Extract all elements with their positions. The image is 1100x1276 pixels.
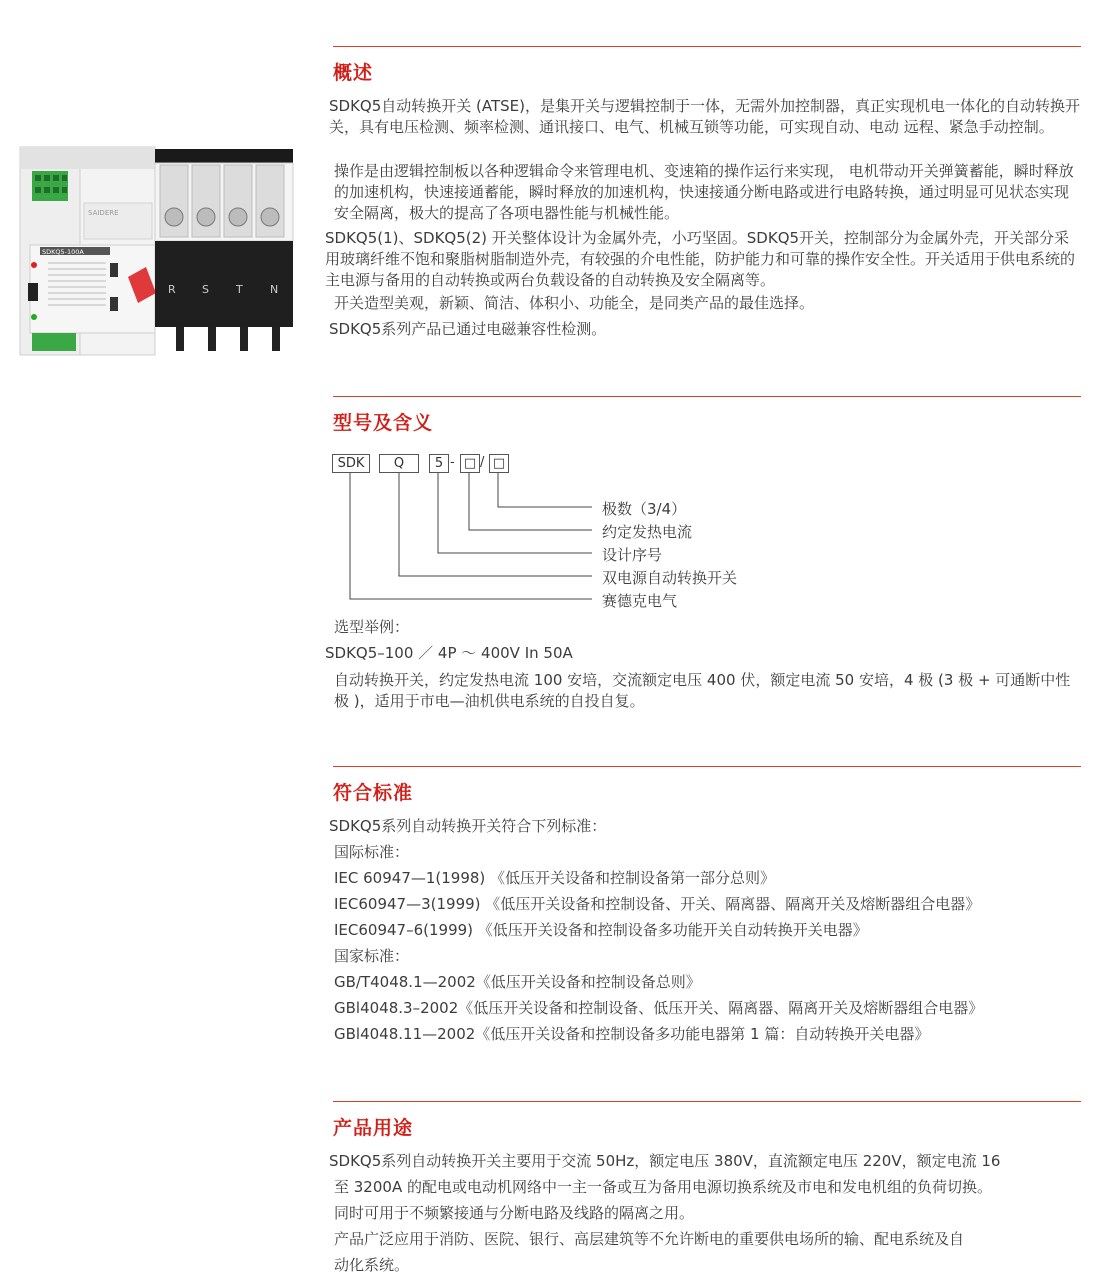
overview-paragraph: SDKQ5系列产品已通过电磁兼容性检测。 <box>329 320 607 338</box>
overview-paragraph: SDKQ5自动转换开关 (ATSE)，是集开关与逻辑控制于一体，无需外加控制器，真正实现机电一体化的自动转换开关，具有电压检测、频率检测、通讯接口、电气、机械互锁等功能，可实现自动、电动 远程、紧急手动控制。 <box>329 97 1080 136</box>
model-label-design: 设计序号 <box>602 546 663 564</box>
usage-line: 同时可用于不频繁接通与分断电路及线路的隔离之用。 <box>334 1204 695 1222</box>
model-box-current: □ <box>460 454 480 473</box>
usage-line: 产品广泛应用于消防、医院、银行、高层建筑等不允许断电的重要供电场所的输、配电系统及自 <box>334 1230 965 1248</box>
overview-paragraph: 操作是由逻辑控制板以各种逻辑命令来管理电机、变速箱的操作运行来实现， 电机带动开关弹簧蓄能，瞬时释放的加速机构，快速接通蓄能，瞬时释放的加速机构，快速接通分断电路或进行电路转换，通过明显可见状态实现安全隔离，极大的提高了各项电器性能与机械性能。 <box>334 162 1074 222</box>
overview-paragraph: 开关造型美观，新颖、简洁、体积小、功能全，是同类产品的最佳选择。 <box>334 294 815 312</box>
example-description: 自动转换开关，约定发热电流 100 安培，交流额定电压 400 伏，额定电流 50 安培，4 极 (3 极 + 可通断中性极 )，适用于市电—油机供电系统的自投自复。 <box>334 671 1071 710</box>
model-label-poles: 极数（3/4） <box>602 500 687 518</box>
model-slash: / <box>480 455 485 470</box>
model-label-current: 约定发热电流 <box>602 523 693 541</box>
model-box-sdk: SDK <box>332 454 370 473</box>
standards-title: 符合标准 <box>333 782 414 804</box>
standards-line: 国家标准： <box>334 947 410 965</box>
usage-line: SDKQ5系列自动转换开关主要用于交流 50Hz，额定电压 380V，直流额定电压 220V，额定电流 16 <box>329 1152 1001 1170</box>
model-connector-lines <box>0 0 1100 620</box>
standards-line: GBl4048.3–2002《低压开关设备和控制设备、低压开关、隔离器、隔离开关及熔断器组合电器》 <box>334 999 984 1017</box>
example-label: 选型举例： <box>334 618 410 636</box>
usage-title: 产品用途 <box>333 1117 414 1139</box>
terminal-s: S <box>202 283 209 296</box>
model-title: 型号及含义 <box>333 412 434 434</box>
overview-paragraph: SDKQ5(1)、SDKQ5(2) 开关整体设计为金属外壳，小巧坚固。SDKQ5开关，控制部分为金属外壳，开关部分采用玻璃纤维不饱和聚脂树脂制造外壳，有较强的介电性能，防护能力和可靠的操作安全性。开关适用于供电系统的主电源与备用的自动转换或两台负载设备的自动转换及安全隔离等。 <box>325 229 1076 289</box>
example-code: SDKQ5–100 ／ 4P ～ 400V In 50A <box>325 644 573 662</box>
model-label-type: 双电源自动转换开关 <box>602 569 738 587</box>
terminal-r: R <box>168 283 176 296</box>
standards-line: 国际标准： <box>334 843 410 861</box>
standards-line: GBl4048.11—2002《低压开关设备和控制设备多功能电器第 1 篇：自动转换开关电器》 <box>334 1025 930 1043</box>
terminal-n: N <box>270 283 279 296</box>
section-divider <box>333 766 1081 767</box>
usage-line: 动化系统。 <box>334 1256 410 1274</box>
model-box-series: 5 <box>429 454 449 473</box>
standards-line: IEC60947—3(1999) 《低压开关设备和控制设备、开关、隔离器、隔离开关及熔断器组合电器》 <box>334 895 981 913</box>
standards-line: GB/T4048.1—2002《低压开关设备和控制设备总则》 <box>334 973 701 991</box>
section-divider <box>333 1101 1081 1102</box>
terminal-t: T <box>236 283 243 296</box>
standards-line: IEC60947–6(1999) 《低压开关设备和控制设备多功能开关自动转换开关电器》 <box>334 921 868 939</box>
model-box-q: Q <box>379 454 419 473</box>
model-box-poles: □ <box>489 454 509 473</box>
product-model: SDKQ5-100A <box>42 248 84 256</box>
standards-line: SDKQ5系列自动转换开关符合下列标准： <box>329 817 607 835</box>
standards-line: IEC 60947—1(1998) 《低压开关设备和控制设备第一部分总则》 <box>334 869 776 887</box>
model-dash: - <box>450 455 455 470</box>
model-label-brand: 赛德克电气 <box>602 592 678 610</box>
overview-title: 概述 <box>333 62 374 84</box>
product-brand: SAIDERE <box>88 209 119 217</box>
usage-line: 至 3200A 的配电或电动机网络中一主一备或互为备用电源切换系统及市电和发电机组的负荷切换。 <box>334 1178 992 1196</box>
